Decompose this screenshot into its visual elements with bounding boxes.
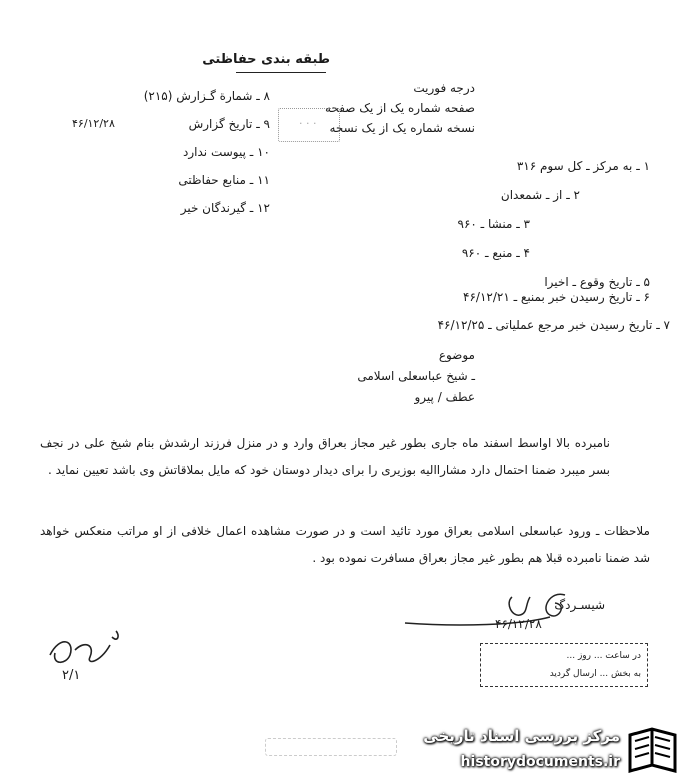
field-list [270,152,650,297]
field-to: ۱ ـ به مرکز ـ کل سوم ۳۱۶ [516,159,650,173]
dispatch-box [480,643,648,687]
field-source: ۳ ـ منشا ـ ۹۶۰ [457,217,530,231]
subject-label: موضوع [438,348,475,362]
report-date-label: ۹ ـ تاریخ گزارش [188,117,270,131]
copy-line: نسخه شماره یک از یک نسخه [329,121,475,135]
header-left-block [72,82,270,222]
book-logo-icon [625,725,680,777]
subject-value: ـ شیخ عباسعلی اسلامی [357,369,475,383]
sources: ۱۱ ـ منابع حفاظتی [178,173,270,187]
marginal-number: ۲/۱ [62,668,81,683]
classification-title: طبقه بندی حفاظتی [202,52,330,67]
watermark-title: مرکز بررسی اسناد تاریخی [423,727,620,745]
recipients: ۱۲ ـ گیرندگان خیر [180,201,270,215]
pages-line: صفحه شماره یک از یک صفحه [325,101,475,115]
field-agent-date: ۷ ـ تاریخ رسیدن خبر مرجع عملیاتی ـ ۴۶/۱۲/۲۵ [437,318,670,332]
signature-scribble [400,585,570,640]
stamp-box: · · · [278,108,340,142]
body-paragraph: نامبرده بالا اواسط اسفند ماه جاری بطور غیر مجاز بعراق وارد و در منزل فرزند ارشدش بنام شیخ علی در نجف بسر میبرد ضمنا احتمال دارد مشاراالیه بوزیری را برای دیدار دوستان خود که مایل بملاقاتش وی باشد تعیین نماید . [40,436,610,477]
report-date: ۴۶/۱۲/۲۸ [72,117,115,130]
field-copy: ۴ ـ منبع ـ ۹۶۰ [461,246,530,260]
urgency-label: درجه فوریت [413,81,475,95]
field-receipt-date: ۶ ـ تاریخ رسیدن خبر بمنبع ـ ۴۶/۱۲/۲۱ [463,290,650,304]
signature-name: شیسـردگ [554,598,605,612]
attachments: ۱۰ ـ پیوست ندارد [183,145,270,159]
signature-date: ۴۶/۱۲/۲۸ [495,617,542,631]
dispatch-line-2: به بخش ... ارسال گردید [549,669,641,679]
notes-paragraph: ملاحظات ـ ورود عباسعلی اسلامی بعراق مورد تائید است و در صورت مشاهده اعمال خلافی از او مراتب منعکس خواهد شد ضمنا نامبرده قبلا هم بطور غیر مجاز بعراق مسافرت نموده بود . [40,524,650,565]
subject-block [275,345,475,408]
dispatch-line-1: در ساعت ... روز ... [566,651,641,661]
report-date-row [72,110,270,138]
marginal-signature [40,625,130,675]
watermark-url: historydocuments.ir [460,754,620,770]
subject-ref: عطف / پیرو [414,390,475,404]
field-from: ۲ ـ از ـ شمعدان [500,188,580,202]
watermark [410,722,690,780]
title-underline [236,72,326,73]
field-event-date: ۵ ـ تاریخ وقوع ـ اخیرا [544,275,650,289]
report-number: ۸ ـ شمارة گـزارش (۲۱۵) [143,89,270,103]
footer-stamp-outline [265,738,397,756]
